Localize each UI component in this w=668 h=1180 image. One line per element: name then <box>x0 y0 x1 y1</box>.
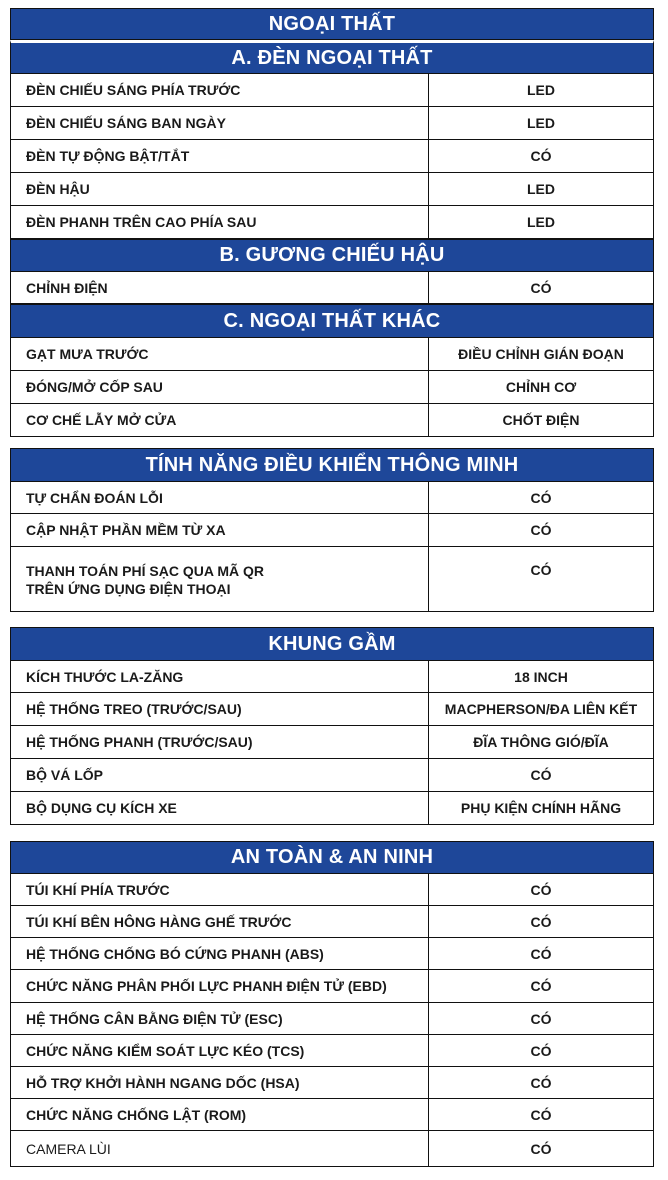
row-label: HỖ TRỢ KHỞI HÀNH NGANG DỐC (HSA) <box>11 1067 429 1098</box>
table-row <box>10 272 654 304</box>
table-row <box>10 107 654 140</box>
row-label: ĐÈN CHIẾU SÁNG BAN NGÀY <box>11 107 429 139</box>
table-row <box>10 1003 654 1035</box>
row-label: ĐÈN CHIẾU SÁNG PHÍA TRƯỚC <box>11 74 429 106</box>
row-value: LED <box>527 214 555 230</box>
row-label: CHỨC NĂNG KIỂM SOÁT LỰC KÉO (TCS) <box>11 1035 429 1066</box>
table-row <box>10 74 654 107</box>
table-row <box>10 514 654 547</box>
row-value: CÓ <box>530 522 552 538</box>
section-thong-minh <box>10 448 654 612</box>
row-label: HỆ THỐNG CÂN BẰNG ĐIỆN TỬ (ESC) <box>11 1003 429 1034</box>
section-title: TÍNH NĂNG ĐIỀU KHIỂN THÔNG MINH <box>10 448 654 482</box>
row-label: BỘ VÁ LỐP <box>11 759 429 791</box>
row-label: CHỨC NĂNG PHÂN PHỐI LỰC PHANH ĐIỆN TỬ (EBD) <box>11 970 429 1002</box>
row-label: TÚI KHÍ BÊN HÔNG HÀNG GHẾ TRƯỚC <box>11 906 429 937</box>
row-value: CÓ <box>530 489 552 506</box>
row-value: CÓ <box>530 978 552 994</box>
table-row <box>10 1131 654 1167</box>
row-value: 18 INCH <box>514 668 568 685</box>
subsection-title-den: A. ĐÈN NGOẠI THẤT <box>10 40 654 74</box>
row-value: LED <box>527 181 555 197</box>
row-value: CHỈNH CƠ <box>505 379 577 395</box>
table-row <box>10 726 654 759</box>
table-row <box>10 970 654 1003</box>
table-row <box>10 693 654 726</box>
table-row <box>10 874 654 906</box>
table-row <box>10 759 654 792</box>
row-value: CHỐT ĐIỆN <box>502 412 580 428</box>
row-label: TỰ CHẨN ĐOÁN LỖI <box>11 482 429 513</box>
row-value: CÓ <box>530 913 552 930</box>
row-label: HỆ THỐNG TREO (TRƯỚC/SAU) <box>11 693 429 725</box>
row-label: CAMERA LÙI <box>11 1131 429 1166</box>
table-row <box>10 661 654 693</box>
row-value: CÓ <box>530 279 552 296</box>
row-label: GẠT MƯA TRƯỚC <box>11 338 429 370</box>
row-value: CÓ <box>530 1010 552 1027</box>
section-title: AN TOÀN & AN NINH <box>10 841 654 874</box>
row-value: ĐIỀU CHỈNH GIÁN ĐOẠN <box>458 346 624 362</box>
table-row <box>10 206 654 239</box>
row-label: ĐÈN HẬU <box>11 173 429 205</box>
row-value: PHỤ KIỆN CHÍNH HÃNG <box>460 800 622 816</box>
row-label-line: TRÊN ỨNG DỤNG ĐIỆN THOẠI <box>26 581 231 597</box>
section-title: NGOẠI THẤT <box>10 8 654 40</box>
subsection-title-guong: B. GƯƠNG CHIẾU HẬU <box>10 239 654 272</box>
table-row <box>10 792 654 825</box>
row-label: HỆ THỐNG CHỐNG BÓ CỨNG PHANH (ABS) <box>11 938 429 969</box>
row-label <box>11 547 429 611</box>
table-row <box>10 140 654 173</box>
row-value: LED <box>527 82 555 98</box>
row-label: CẬP NHẬT PHẦN MỀM TỪ XA <box>11 514 429 546</box>
row-value: CÓ <box>530 1042 552 1059</box>
row-label: ĐÈN PHANH TRÊN CAO PHÍA SAU <box>11 206 429 238</box>
row-label: CƠ CHẾ LẪY MỞ CỬA <box>11 404 429 436</box>
row-label: HỆ THỐNG PHANH (TRƯỚC/SAU) <box>11 726 429 758</box>
section-an-toan <box>10 841 654 1167</box>
table-row <box>10 371 654 404</box>
table-row <box>10 547 654 612</box>
row-value: MACPHERSON/ĐA LIÊN KẾT <box>444 701 638 717</box>
row-label: CHỈNH ĐIỆN <box>11 272 429 303</box>
section-ngoai-that <box>10 8 654 437</box>
table-row <box>10 906 654 938</box>
row-label: KÍCH THƯỚC LA-ZĂNG <box>11 661 429 692</box>
row-label: TÚI KHÍ PHÍA TRƯỚC <box>11 874 429 905</box>
row-value: CÓ <box>530 767 552 783</box>
row-value: CÓ <box>530 945 552 962</box>
table-row <box>10 173 654 206</box>
table-row <box>10 938 654 970</box>
row-label-line: THANH TOÁN PHÍ SẠC QUA MÃ QR <box>26 563 264 579</box>
row-value: CÓ <box>530 148 552 164</box>
row-value: CÓ <box>530 562 552 578</box>
table-row <box>10 404 654 437</box>
row-value: CÓ <box>530 1106 552 1123</box>
section-khung-gam <box>10 627 654 825</box>
table-row <box>10 1067 654 1099</box>
row-value: CÓ <box>530 1074 552 1091</box>
table-row <box>10 338 654 371</box>
table-row <box>10 482 654 514</box>
section-title: KHUNG GẦM <box>10 627 654 661</box>
row-value: CÓ <box>530 881 552 898</box>
row-value: LED <box>527 115 555 131</box>
row-label: ĐÈN TỰ ĐỘNG BẬT/TẮT <box>11 140 429 172</box>
row-value: CÓ <box>530 1140 552 1157</box>
row-label: CHỨC NĂNG CHỐNG LẬT (ROM) <box>11 1099 429 1130</box>
table-row <box>10 1035 654 1067</box>
row-value: ĐĨA THÔNG GIÓ/ĐĨA <box>473 734 609 750</box>
subsection-title-khac: C. NGOẠI THẤT KHÁC <box>10 304 654 338</box>
row-label: BỘ DỤNG CỤ KÍCH XE <box>11 792 429 824</box>
table-row <box>10 1099 654 1131</box>
row-label: ĐÓNG/MỞ CỐP SAU <box>11 371 429 403</box>
